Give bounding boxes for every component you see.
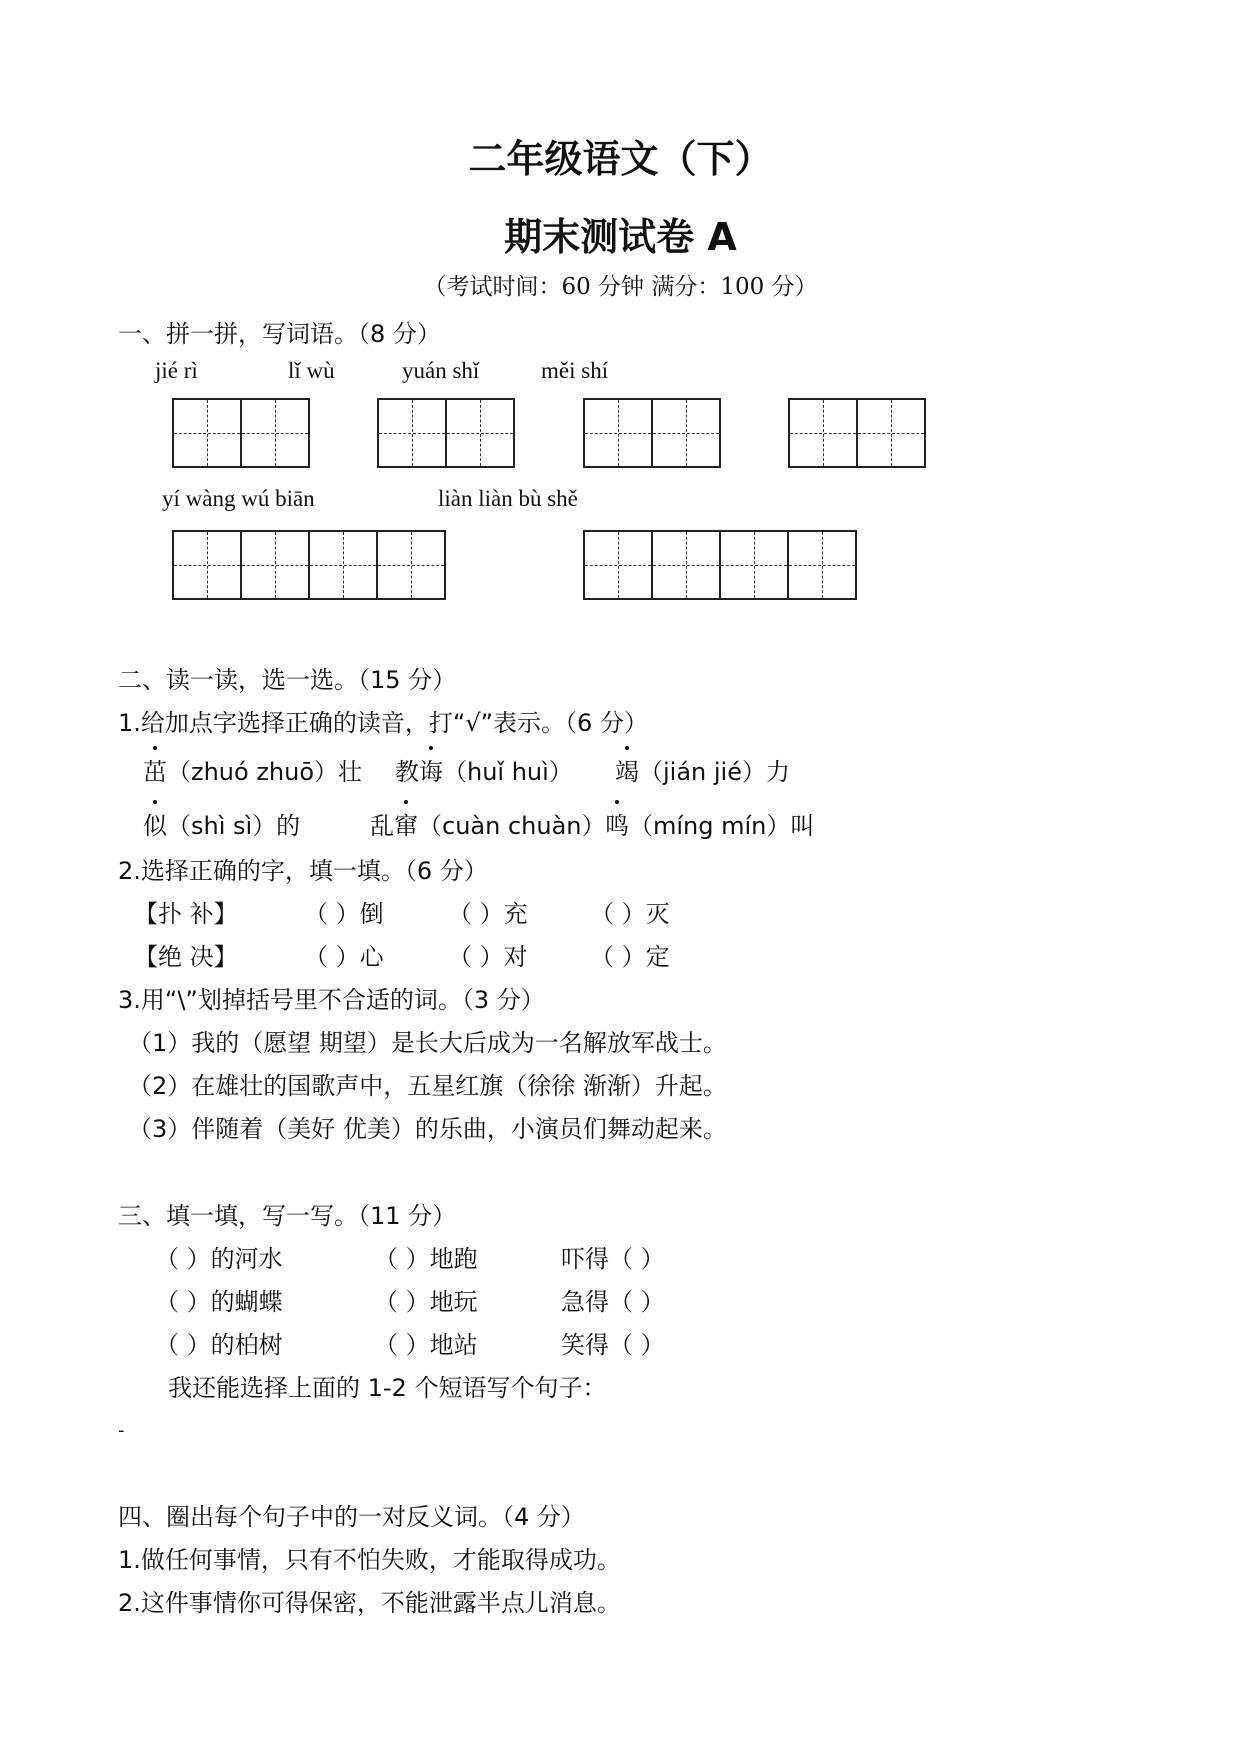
pinyin-options: （cuàn chuàn）	[418, 812, 606, 840]
pinyin-options: （míng mín）叫	[629, 812, 815, 840]
fill-blank[interactable]: （ ）对	[448, 943, 528, 971]
pinyin-options: （zhuó zhuō）壮	[167, 758, 363, 786]
fill-phrase[interactable]: 急得（ ）	[561, 1288, 665, 1316]
reading-choice[interactable]	[395, 752, 573, 787]
grid-cell[interactable]	[583, 398, 653, 468]
plain-char: 教	[395, 758, 419, 786]
fill-blank[interactable]: （ ）定	[590, 943, 670, 971]
grid-cell[interactable]	[308, 530, 378, 600]
fill-phrase[interactable]: （ ）地跑	[374, 1245, 478, 1273]
fill-phrase[interactable]: （ ）的柏树	[155, 1331, 283, 1359]
pinyin-label: měi shí	[541, 358, 609, 383]
fill-phrase[interactable]: （ ）地站	[374, 1331, 478, 1359]
dotted-char: 诲	[419, 752, 443, 787]
char-pair-label: 【扑 补】	[134, 900, 238, 928]
dotted-char: 茁	[143, 752, 167, 787]
section-2-heading: 二、读一读，选一选。（15 分）	[118, 666, 457, 694]
page-title: 二年级语文（下）	[468, 137, 773, 181]
pinyin-label: yí wàng wú biān	[162, 486, 315, 511]
grid-cell[interactable]	[788, 398, 858, 468]
fill-phrase[interactable]: 笑得（ ）	[561, 1331, 665, 1359]
pinyin-options: （huǐ huì）	[443, 758, 573, 786]
pinyin-label: liàn liàn bù shě	[438, 486, 578, 511]
fill-phrase[interactable]: （ ）的河水	[155, 1245, 283, 1273]
reading-choice[interactable]	[143, 806, 300, 841]
pinyin-options: （shì sì）的	[167, 812, 301, 840]
page-subtitle: 期末测试卷 A	[504, 215, 737, 259]
pinyin-options: （jián jié）力	[639, 758, 790, 786]
writing-grid-4[interactable]	[788, 398, 926, 468]
grid-cell[interactable]	[377, 398, 447, 468]
section-3-heading: 三、填一填，写一写。（11 分）	[118, 1202, 457, 1230]
char-pair-label: 【绝 决】	[134, 943, 238, 971]
grid-cell[interactable]	[856, 398, 926, 468]
grid-cell[interactable]	[172, 530, 242, 600]
pinyin-label: jié rì	[155, 358, 198, 383]
grid-cell[interactable]	[172, 398, 242, 468]
dotted-char: 竭	[615, 752, 639, 787]
fill-blank[interactable]: （ ）心	[304, 943, 384, 971]
writing-grid-3[interactable]	[583, 398, 721, 468]
strike-item[interactable]: （3）伴随着（美好 优美）的乐曲，小演员们舞动起来。	[128, 1115, 727, 1143]
grid-cell[interactable]	[376, 530, 446, 600]
section-4-heading: 四、圈出每个句子中的一对反义词。（4 分）	[118, 1503, 585, 1531]
grid-cell[interactable]	[787, 530, 857, 600]
fill-phrase[interactable]: （ ）地玩	[374, 1288, 478, 1316]
dotted-char: 窜	[394, 806, 418, 841]
question-2-2: 2.选择正确的字，填一填。（6 分）	[118, 857, 488, 885]
plain-char: 乱	[370, 812, 394, 840]
grid-cell[interactable]	[651, 530, 721, 600]
pinyin-label: lǐ wù	[288, 358, 335, 383]
reading-choice[interactable]	[143, 752, 362, 787]
reading-choice[interactable]	[605, 806, 814, 841]
writing-grid-2[interactable]	[377, 398, 515, 468]
dotted-char: 鸣	[605, 806, 629, 841]
strike-item[interactable]: （2）在雄壮的国歌声中，五星红旗（徐徐 渐渐）升起。	[128, 1072, 727, 1100]
antonym-sentence[interactable]: 2.这件事情你可得保密，不能泄露半点儿消息。	[118, 1589, 621, 1617]
sentence-prompt: 我还能选择上面的 1-2 个短语写个句子：	[168, 1374, 607, 1402]
strike-item[interactable]: （1）我的（愿望 期望）是长大后成为一名解放军战士。	[128, 1029, 727, 1057]
writing-grid-5[interactable]	[172, 530, 446, 600]
grid-cell[interactable]	[445, 398, 515, 468]
question-2-3: 3.用“\”划掉括号里不合适的词。（3 分）	[118, 986, 545, 1014]
grid-cell[interactable]	[240, 398, 310, 468]
question-2-1: 1.给加点字选择正确的读音，打“√”表示。（6 分）	[118, 709, 648, 737]
pinyin-label: yuán shǐ	[402, 358, 480, 383]
reading-choice[interactable]	[370, 806, 606, 841]
grid-cell[interactable]	[583, 530, 653, 600]
exam-info: （考试时间：60 分钟 满分：100 分）	[423, 274, 818, 300]
fill-phrase[interactable]: 吓得（ ）	[561, 1245, 665, 1273]
fill-phrase[interactable]: （ ）的蝴蝶	[155, 1288, 283, 1316]
fill-blank[interactable]: （ ）充	[448, 900, 528, 928]
reading-choice[interactable]	[615, 752, 790, 787]
grid-cell[interactable]	[240, 530, 310, 600]
fill-blank[interactable]: （ ）倒	[304, 900, 384, 928]
dotted-char: 似	[143, 806, 167, 841]
answer-line-dash[interactable]: -	[118, 1420, 125, 1441]
writing-grid-1[interactable]	[172, 398, 310, 468]
grid-cell[interactable]	[651, 398, 721, 468]
grid-cell[interactable]	[719, 530, 789, 600]
fill-blank[interactable]: （ ）灭	[590, 900, 670, 928]
section-1-heading: 一、拼一拼，写词语。（8 分）	[118, 320, 441, 348]
writing-grid-6[interactable]	[583, 530, 857, 600]
antonym-sentence[interactable]: 1.做任何事情，只有不怕失败，才能取得成功。	[118, 1546, 621, 1574]
